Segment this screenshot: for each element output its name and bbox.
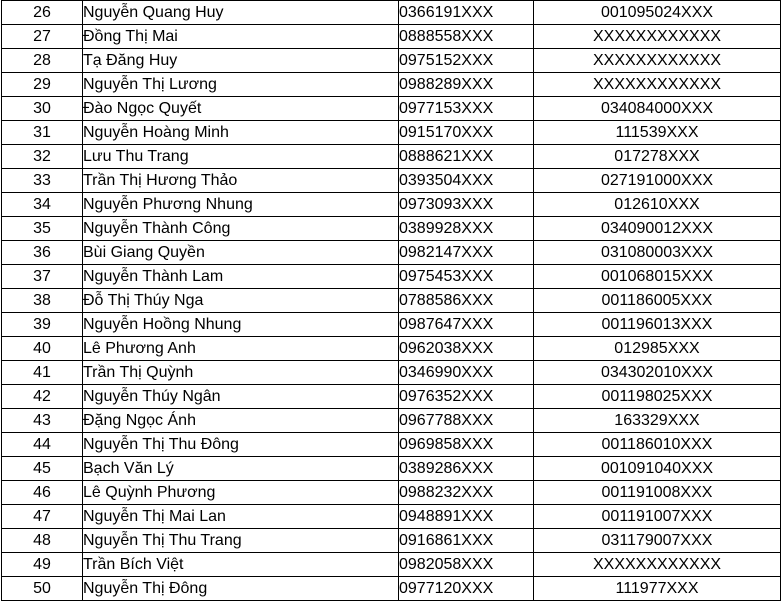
id-number: 027191000XXX: [534, 169, 781, 193]
row-number: 46: [2, 481, 83, 505]
full-name: Nguyễn Thành Lam: [83, 265, 399, 289]
table-row: [2, 121, 781, 145]
row-number: 41: [2, 361, 83, 385]
full-name: Trần Bích Việt: [83, 553, 399, 577]
phone-number: 0393504XXX: [399, 169, 534, 193]
row-number: 48: [2, 529, 83, 553]
full-name: Nguyễn Thị Thu Trang: [83, 529, 399, 553]
phone-number: 0975152XXX: [399, 49, 534, 73]
table-row: [2, 289, 781, 313]
row-number: 50: [2, 577, 83, 601]
participant-table: [1, 0, 781, 601]
phone-number: 0915170XXX: [399, 121, 534, 145]
phone-number: 0346990XXX: [399, 361, 534, 385]
table-row: [2, 169, 781, 193]
id-number: 163329XXX: [534, 409, 781, 433]
row-number: 30: [2, 97, 83, 121]
table-row: [2, 265, 781, 289]
row-number: 31: [2, 121, 83, 145]
id-number: 012610XXX: [534, 193, 781, 217]
id-number: XXXXXXXXXXXX: [534, 553, 781, 577]
full-name: Trần Thị Hương Thảo: [83, 169, 399, 193]
id-number: 001186010XXX: [534, 433, 781, 457]
id-number: 001191008XXX: [534, 481, 781, 505]
phone-number: 0962038XXX: [399, 337, 534, 361]
id-number: 001091040XXX: [534, 457, 781, 481]
row-number: 36: [2, 241, 83, 265]
row-number: 47: [2, 505, 83, 529]
row-number: 40: [2, 337, 83, 361]
full-name: Lê Quỳnh Phương: [83, 481, 399, 505]
id-number: 001196013XXX: [534, 313, 781, 337]
phone-number: 0967788XXX: [399, 409, 534, 433]
id-number: 031080003XXX: [534, 241, 781, 265]
table-row: [2, 457, 781, 481]
row-number: 44: [2, 433, 83, 457]
row-number: 45: [2, 457, 83, 481]
row-number: 32: [2, 145, 83, 169]
id-number: 111539XXX: [534, 121, 781, 145]
id-number: XXXXXXXXXXXX: [534, 49, 781, 73]
row-number: 28: [2, 49, 83, 73]
phone-number: 0988232XXX: [399, 481, 534, 505]
table-row: [2, 1, 781, 25]
full-name: Đào Ngọc Quyết: [83, 97, 399, 121]
id-number: 012985XXX: [534, 337, 781, 361]
phone-number: 0982147XXX: [399, 241, 534, 265]
phone-number: 0975453XXX: [399, 265, 534, 289]
id-number: XXXXXXXXXXXX: [534, 73, 781, 97]
phone-number: 0948891XXX: [399, 505, 534, 529]
table-row: [2, 361, 781, 385]
full-name: Nguyễn Thị Thu Đông: [83, 433, 399, 457]
table-row: [2, 313, 781, 337]
table-row: [2, 433, 781, 457]
phone-number: 0916861XXX: [399, 529, 534, 553]
table-row: [2, 505, 781, 529]
id-number: 001186005XXX: [534, 289, 781, 313]
full-name: Tạ Đăng Huy: [83, 49, 399, 73]
phone-number: 0988289XXX: [399, 73, 534, 97]
full-name: Nguyễn Thị Mai Lan: [83, 505, 399, 529]
table-row: [2, 481, 781, 505]
row-number: 37: [2, 265, 83, 289]
full-name: Nguyễn Thị Đông: [83, 577, 399, 601]
id-number: 034084000XXX: [534, 97, 781, 121]
row-number: 43: [2, 409, 83, 433]
table-row: [2, 385, 781, 409]
id-number: XXXXXXXXXXXX: [534, 25, 781, 49]
id-number: 001095024XXX: [534, 1, 781, 25]
full-name: Trần Thị Quỳnh: [83, 361, 399, 385]
table-row: [2, 553, 781, 577]
phone-number: 0977153XXX: [399, 97, 534, 121]
full-name: Đồng Thị Mai: [83, 25, 399, 49]
table-row: [2, 193, 781, 217]
full-name: Đỗ Thị Thúy Nga: [83, 289, 399, 313]
table-row: [2, 577, 781, 601]
row-number: 42: [2, 385, 83, 409]
table-row: [2, 49, 781, 73]
full-name: Đặng Ngọc Ánh: [83, 409, 399, 433]
table-row: [2, 529, 781, 553]
phone-number: 0976352XXX: [399, 385, 534, 409]
full-name: Nguyễn Quang Huy: [83, 1, 399, 25]
row-number: 38: [2, 289, 83, 313]
phone-number: 0977120XXX: [399, 577, 534, 601]
phone-number: 0987647XXX: [399, 313, 534, 337]
phone-number: 0973093XXX: [399, 193, 534, 217]
table-row: [2, 73, 781, 97]
full-name: Lưu Thu Trang: [83, 145, 399, 169]
phone-number: 0888621XXX: [399, 145, 534, 169]
table-body: [2, 1, 781, 601]
row-number: 35: [2, 217, 83, 241]
phone-number: 0788586XXX: [399, 289, 534, 313]
id-number: 001068015XXX: [534, 265, 781, 289]
full-name: Bùi Giang Quyền: [83, 241, 399, 265]
full-name: Nguyễn Phương Nhung: [83, 193, 399, 217]
full-name: Bạch Văn Lý: [83, 457, 399, 481]
row-number: 34: [2, 193, 83, 217]
table-row: [2, 97, 781, 121]
id-number: 034302010XXX: [534, 361, 781, 385]
row-number: 49: [2, 553, 83, 577]
row-number: 39: [2, 313, 83, 337]
id-number: 034090012XXX: [534, 217, 781, 241]
row-number: 29: [2, 73, 83, 97]
table-row: [2, 241, 781, 265]
full-name: Nguyễn Thành Công: [83, 217, 399, 241]
row-number: 33: [2, 169, 83, 193]
id-number: 001191007XXX: [534, 505, 781, 529]
full-name: Nguyễn Thị Lương: [83, 73, 399, 97]
id-number: 031179007XXX: [534, 529, 781, 553]
phone-number: 0982058XXX: [399, 553, 534, 577]
table-row: [2, 25, 781, 49]
table-row: [2, 145, 781, 169]
table-row: [2, 337, 781, 361]
full-name: Nguyễn Hoàng Minh: [83, 121, 399, 145]
id-number: 017278XXX: [534, 145, 781, 169]
id-number: 111977XXX: [534, 577, 781, 601]
id-number: 001198025XXX: [534, 385, 781, 409]
full-name: Nguyễn Hoồng Nhung: [83, 313, 399, 337]
full-name: Lê Phương Anh: [83, 337, 399, 361]
phone-number: 0969858XXX: [399, 433, 534, 457]
row-number: 27: [2, 25, 83, 49]
phone-number: 0366191XXX: [399, 1, 534, 25]
phone-number: 0389928XXX: [399, 217, 534, 241]
full-name: Nguyễn Thúy Ngân: [83, 385, 399, 409]
table-row: [2, 409, 781, 433]
row-number: 26: [2, 1, 83, 25]
table-row: [2, 217, 781, 241]
phone-number: 0888558XXX: [399, 25, 534, 49]
phone-number: 0389286XXX: [399, 457, 534, 481]
